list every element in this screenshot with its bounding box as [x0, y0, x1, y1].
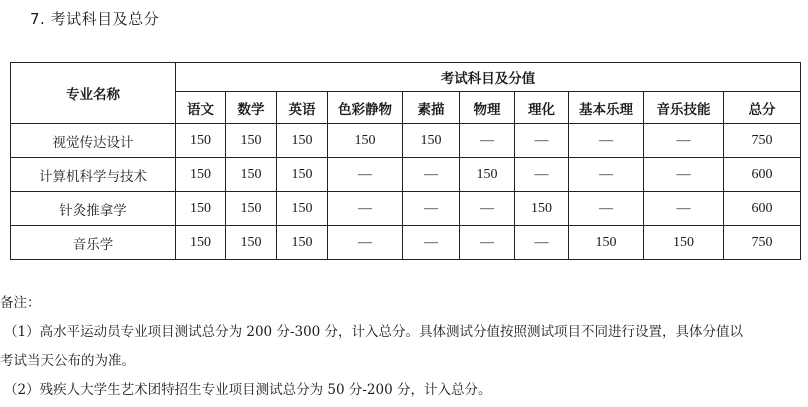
- group-header-subjects: 考试科目及分值: [176, 63, 801, 92]
- cell-score: 150: [176, 192, 226, 226]
- cell-score: —: [569, 124, 644, 158]
- cell-score: —: [569, 192, 644, 226]
- column-header-subject: 英语: [277, 92, 328, 124]
- column-header-subject: 语文: [176, 92, 226, 124]
- note-item-2: （2）残疾人大学生艺术团特招生专业项目测试总分为 50 分-200 分，计入总分。: [4, 382, 492, 398]
- cell-score: —: [644, 124, 724, 158]
- section-heading: 7. 考试科目及总分: [30, 10, 160, 28]
- column-header-subject: 素描: [403, 92, 460, 124]
- cell-score: —: [328, 226, 403, 260]
- column-header-total: 总分: [724, 92, 801, 124]
- cell-major-name: 音乐学: [11, 226, 176, 260]
- cell-score: 150: [226, 124, 277, 158]
- cell-total-score: 600: [724, 158, 801, 192]
- cell-major-name: 视觉传达设计: [11, 124, 176, 158]
- cell-score: 150: [515, 192, 569, 226]
- column-header-subject: 物理: [460, 92, 515, 124]
- notes-section: [0, 289, 808, 405]
- cell-score: 150: [176, 124, 226, 158]
- cell-score: —: [569, 158, 644, 192]
- column-header-subject: 音乐技能: [644, 92, 724, 124]
- table-row: [11, 226, 801, 260]
- cell-score: 150: [644, 226, 724, 260]
- cell-score: 150: [226, 226, 277, 260]
- cell-score: 150: [460, 158, 515, 192]
- cell-score: —: [515, 226, 569, 260]
- cell-score: 150: [277, 192, 328, 226]
- cell-score: 150: [226, 158, 277, 192]
- cell-total-score: 600: [724, 192, 801, 226]
- notes-title: 备注：: [0, 295, 41, 311]
- table-row: [11, 158, 801, 192]
- cell-total-score: 750: [724, 124, 801, 158]
- cell-score: —: [644, 158, 724, 192]
- cell-major-name: 针灸推拿学: [11, 192, 176, 226]
- cell-score: —: [328, 158, 403, 192]
- cell-score: 150: [328, 124, 403, 158]
- table-row: [11, 192, 801, 226]
- table-header-row: [11, 63, 801, 92]
- cell-score: —: [403, 192, 460, 226]
- column-header-subject: 数学: [226, 92, 277, 124]
- cell-score: —: [403, 226, 460, 260]
- cell-total-score: 750: [724, 226, 801, 260]
- cell-score: —: [515, 124, 569, 158]
- cell-score: 150: [176, 158, 226, 192]
- cell-major-name: 计算机科学与技术: [11, 158, 176, 192]
- cell-score: 150: [176, 226, 226, 260]
- column-header-subject: 基本乐理: [569, 92, 644, 124]
- cell-score: 150: [277, 226, 328, 260]
- cell-score: 150: [403, 124, 460, 158]
- note-item-1-line-2: 考试当天公布的为准。: [0, 353, 135, 369]
- note-item-1-line-1: （1）高水平运动员专业项目测试总分为 200 分-300 分，计入总分。具体测试分值按照测试项目不同进行设置，具体分值以: [4, 324, 744, 340]
- cell-score: —: [515, 158, 569, 192]
- cell-score: 150: [277, 124, 328, 158]
- cell-score: 150: [569, 226, 644, 260]
- table-body: [11, 124, 801, 260]
- column-header-subject: 理化: [515, 92, 569, 124]
- cell-score: —: [460, 124, 515, 158]
- cell-score: 150: [277, 158, 328, 192]
- table-row: [11, 124, 801, 158]
- column-header-major: 专业名称: [11, 63, 176, 124]
- cell-score: —: [460, 226, 515, 260]
- exam-subjects-table: [10, 62, 801, 260]
- cell-score: —: [328, 192, 403, 226]
- cell-score: —: [644, 192, 724, 226]
- cell-score: —: [460, 192, 515, 226]
- cell-score: —: [403, 158, 460, 192]
- cell-score: 150: [226, 192, 277, 226]
- column-header-subject: 色彩静物: [328, 92, 403, 124]
